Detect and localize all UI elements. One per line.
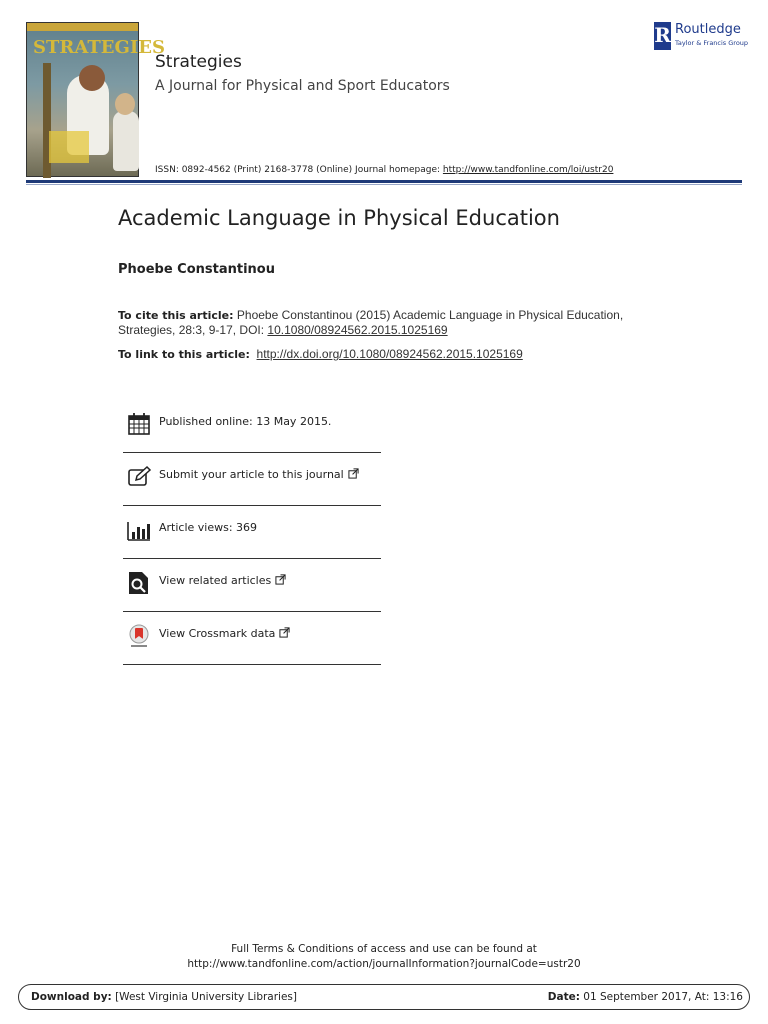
cover-ribbon [49, 131, 89, 163]
publisher-name: Routledge [675, 22, 741, 37]
published-online-item [123, 400, 381, 453]
citation-block [118, 308, 658, 338]
external-link-icon [279, 627, 290, 638]
edit-icon [127, 465, 151, 489]
crossmark-icon [127, 624, 151, 648]
terms-url[interactable]: http://www.tandfonline.com/action/journalInformation?journalCode=ustr20 [187, 958, 581, 970]
download-date-value: 01 September 2017, At: 13:16 [583, 991, 743, 1003]
article-link-label: To link to this article: [118, 348, 250, 361]
terms-line: Full Terms & Conditions of access and use can be found at [231, 943, 537, 955]
article-views-label: Article views: 369 [159, 521, 258, 534]
cover-figure [113, 111, 139, 171]
journal-subtitle: A Journal for Physical and Sport Educators [155, 78, 450, 94]
submit-article-link[interactable] [159, 468, 359, 481]
header-divider [26, 180, 742, 183]
publisher-group: Taylor & Francis Group [675, 39, 749, 47]
search-document-icon [127, 571, 151, 595]
cover-band [27, 23, 138, 31]
issn-line [155, 165, 613, 175]
download-date-label: Date: [547, 991, 580, 1003]
crossmark-label: View Crossmark data [159, 627, 276, 640]
publisher-logo[interactable] [654, 22, 749, 52]
header-divider-thin [26, 184, 742, 185]
calendar-icon [127, 412, 151, 436]
journal-title: Strategies [155, 52, 242, 72]
article-author: Phoebe Constantinou [118, 262, 275, 277]
related-articles-link[interactable] [159, 574, 286, 587]
external-link-icon [348, 468, 359, 479]
citation-label: To cite this article: [118, 309, 234, 322]
article-meta-list [123, 400, 381, 665]
download-by-label: Download by: [31, 991, 112, 1003]
cover-figure-head [79, 65, 105, 91]
journal-cover-image [26, 22, 165, 177]
cover-figure-head [115, 93, 135, 115]
submit-article-label: Submit your article to this journal [159, 468, 344, 481]
article-views-item [123, 506, 381, 559]
crossmark-link[interactable] [159, 627, 290, 640]
citation-doi-link[interactable]: 10.1080/08924562.2015.1025169 [267, 323, 448, 337]
download-info-bar [18, 984, 750, 1010]
download-by-value: [West Virginia University Libraries] [115, 991, 298, 1003]
article-link-block [118, 347, 523, 361]
bar-chart-icon [127, 518, 151, 542]
submit-article-item[interactable] [123, 453, 381, 506]
published-online-label: Published online: 13 May 2015. [159, 415, 332, 428]
download-date [548, 991, 743, 1003]
external-link-icon [275, 574, 286, 585]
download-by [31, 991, 297, 1003]
article-doi-url[interactable]: http://dx.doi.org/10.1080/08924562.2015.1025169 [256, 347, 523, 361]
related-articles-label: View related articles [159, 574, 272, 587]
citation-text: Phoebe Constantinou (2015) Academic Language in Physical Education, Strategies, 28:3, 9-17, DOI: [118, 308, 624, 337]
related-articles-item[interactable] [123, 559, 381, 612]
journal-homepage-link[interactable]: http://www.tandfonline.com/loi/ustr20 [442, 165, 614, 175]
publisher-logo-icon: R [654, 22, 671, 50]
cover-title: STRATEGIES [33, 37, 165, 58]
crossmark-item[interactable] [123, 612, 381, 665]
terms-notice [0, 942, 768, 972]
article-title: Academic Language in Physical Education [118, 206, 560, 230]
issn-text: ISSN: 0892-4562 (Print) 2168-3778 (Online) Journal homepage: [155, 165, 443, 175]
